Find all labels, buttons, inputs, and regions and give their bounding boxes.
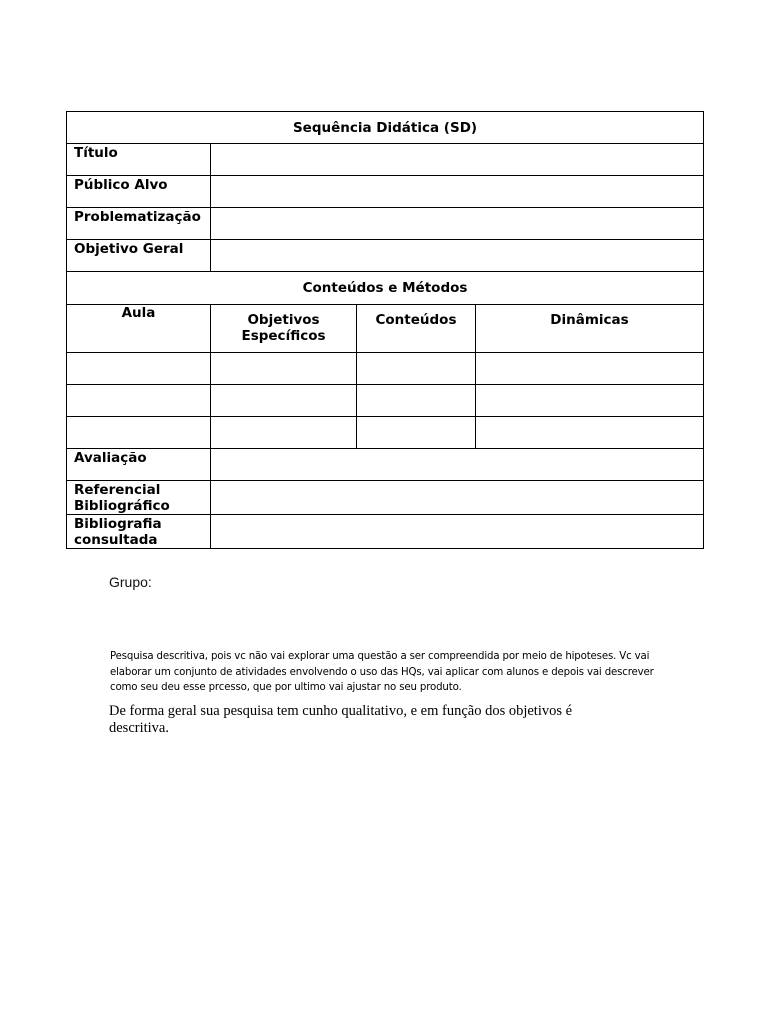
note-cunho-qualitativo: De forma geral sua pesquisa tem cunho qualitativo, e em função dos objetivos é descritiva. [109,703,573,736]
label-publico-alvo: Público Alvo [67,176,211,208]
table-row-problematizacao [67,208,704,240]
label-bibliografia-line1: Bibliografia [74,516,162,532]
cell-objetivos[interactable] [211,417,357,449]
cell-aula[interactable] [67,353,211,385]
label-bibliografia [67,515,211,549]
field-bibliografia[interactable] [211,515,704,549]
table-row-bibliografia [67,515,704,549]
label-referencial-line2: Bibliográfico [74,498,170,514]
field-publico-alvo[interactable] [211,176,704,208]
cell-dinamicas[interactable] [476,353,704,385]
cell-aula[interactable] [67,385,211,417]
table-row-publico-alvo [67,176,704,208]
table-row [67,417,704,449]
field-titulo[interactable] [211,144,704,176]
column-header-objetivos-line1: Objetivos [247,312,320,328]
label-referencial-line1: Referencial [74,482,161,498]
note-pesquisa-descritiva: Pesquisa descritiva, pois vc não vai explorar uma questão a ser compreendida por meio de hipoteses. Vc vai elaborar um conjunto de atividades envolvendo o uso das HQs, vai aplicar com alunos e depois vai descrever como seu deu esse prcesso, que por ultimo vai ajustar no seu produto. [110,651,654,693]
cell-conteudos[interactable] [357,353,476,385]
cell-aula[interactable] [67,417,211,449]
column-header-row [67,305,704,353]
column-header-dinamicas: Dinâmicas [476,305,704,353]
label-problematizacao: Problematização [67,208,211,240]
field-avaliacao[interactable] [211,449,704,481]
grupo-label: Grupo: [109,574,152,590]
field-problematizacao[interactable] [211,208,704,240]
cell-conteudos[interactable] [357,385,476,417]
cell-objetivos[interactable] [211,385,357,417]
cell-dinamicas[interactable] [476,417,704,449]
column-header-objetivos [211,305,357,353]
table-row-objetivo-geral [67,240,704,272]
cell-dinamicas[interactable] [476,385,704,417]
table-title-row [67,112,704,144]
label-referencial [67,481,211,515]
column-header-conteudos: Conteúdos [357,305,476,353]
column-header-aula: Aula [67,305,211,353]
table-row-titulo [67,144,704,176]
label-avaliacao: Avaliação [67,449,211,481]
table-row-avaliacao [67,449,704,481]
label-bibliografia-line2: consultada [74,532,158,548]
section-header-row [67,272,704,305]
cell-conteudos[interactable] [357,417,476,449]
table-title: Sequência Didática (SD) [67,112,704,144]
table-row-referencial [67,481,704,515]
label-objetivo-geral: Objetivo Geral [67,240,211,272]
table-row [67,353,704,385]
column-header-objetivos-line2: Específicos [241,328,326,344]
section-header: Conteúdos e Métodos [67,272,704,305]
field-referencial[interactable] [211,481,704,515]
sequencia-didatica-table [66,111,704,549]
table-row [67,385,704,417]
label-titulo: Título [67,144,211,176]
cell-objetivos[interactable] [211,353,357,385]
field-objetivo-geral[interactable] [211,240,704,272]
